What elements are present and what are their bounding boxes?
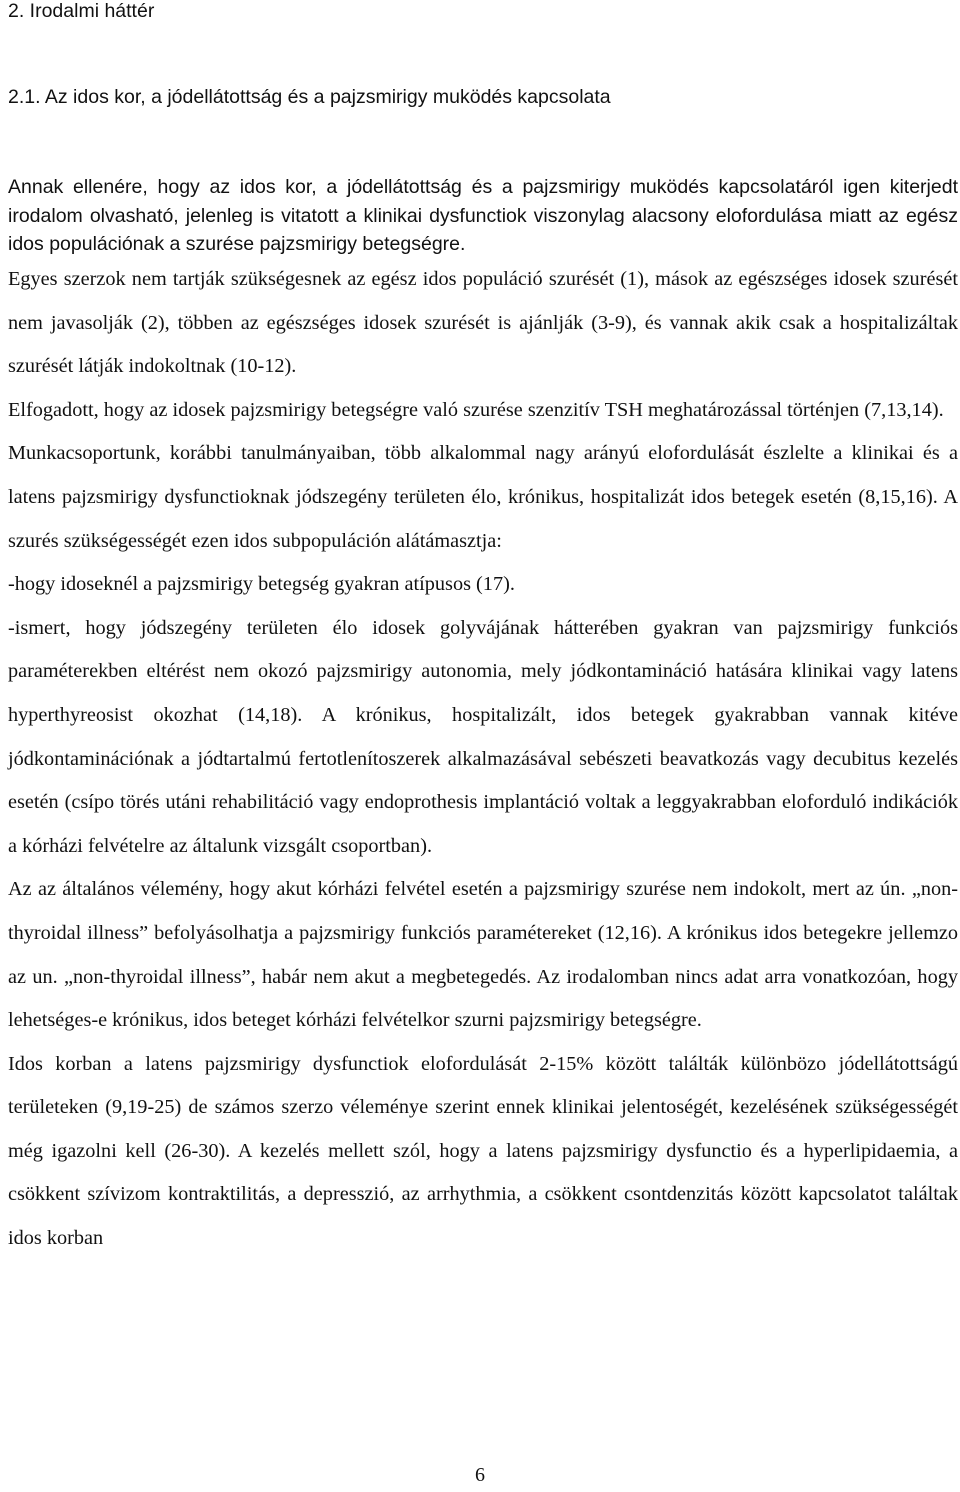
paragraph-screening-opinions: Egyes szerzok nem tartják szükségesnek az egész idos populáció szurését (1), mások az egészséges idosek szurését nem javasolják (2), többen az egészséges idosek szurését is ajánlják (3-9), és vannak akik csak a hospitalizáltak szurését látják indokoltnak (10-12).: [8, 268, 958, 378]
paragraph-atypical-disease: -hogy idoseknél a pajzsmirigy betegség gyakran atípusos (17).: [8, 573, 515, 596]
paragraph-workgroup-findings: Munkacsoportunk, korábbi tanulmányaiban, több alkalommal nagy arányú elofordulását észlelte a klinikai és a latens pajzsmirigy dysfunctioknak jódszegény területen élo, krónikus, hospitalizát idos betegek esetén (8,15,16). A szurés szükségességét ezen idos subpopuláción alátámasztja:: [8, 442, 958, 552]
body-text: [8, 258, 958, 1261]
paragraph-non-thyroidal-illness: Az az általános vélemény, hogy akut kórházi felvétel esetén a pajzsmirigy szurése nem indokolt, mert az ún. „non-thyroidal illness” befolyásolhatja a pajzsmirigy funkciós paramétereket (12,16). A krónikus idos betegekre jellemzo az un. „non-thyroidal illness”, habár nem akut a megbetegedés. Az irodalomban nincs adat arra vonatkozóan, hogy lehetséges-e krónikus, idos beteget kórházi felvételkor szurni pajzsmirigy betegségre.: [8, 878, 958, 1032]
chapter-heading: 2. Irodalmi háttér: [8, 0, 155, 22]
section-heading: 2.1. Az idos kor, a jódellátottság és a pajzsmirigy muködés kapcsolata: [8, 86, 611, 108]
paragraph-iodine-contamination: -ismert, hogy jódszegény területen élo idosek golyvájának hátterében gyakran van pajzsmirigy funkciós paraméterekben eltérést nem okozó pajzsmirigy autonomia, mely jódkontamináció hatására klinikai vagy latens hyperthyreosist okozhat (14,18). A krónikus, hospitalizált, idos betegek gyakrabban vannak kitéve jódkontaminációnak a jódtartalmú fertotlenítoszerek alkalmazásával sebészeti beavatkozás vagy decubitus kezelés esetén (csípo törés utáni rehabilitáció vagy endoprothesis implantáció voltak a leggyakrabban eloforduló indikációk a kórházi felvételre az általunk vizsgált csoportban).: [8, 616, 958, 857]
page-number: 6: [475, 1464, 485, 1486]
intro-paragraph: Annak ellenére, hogy az idos kor, a jódellátottság és a pajzsmirigy muködés kapcsolatáról igen kiterjedt irodalom olvasható, jelenleg is vitatott a klinikai dysfunctiok viszonylag alacsony elofordulása miatt az egész idos populációnak a szurése pajzsmirigy betegségre.: [8, 176, 958, 255]
paragraph-tsh-screening: Elfogadott, hogy az idosek pajzsmirigy betegségre való szurése szenzitív TSH meghatározással történjen (7,13,14).: [8, 398, 944, 421]
paragraph-latent-dysfunction: Idos korban a latens pajzsmirigy dysfunctiok elofordulását 2-15% között találták különbözo jódellátottságú területeken (9,19-25) de számos szerzo véleménye szerint ennek klinikai jelentoségét, kezelésének szükségességét még igazolni kell (26-30). A kezelés mellett szól, hogy a latens pajzsmirigy dysfunctio és a hyperlipidaemia, a csökkent szívizom kontraktilitás, a depresszió, az arrhythmia, a csökkent csontdenzitás között kapcsolatot találtak idos korban: [8, 1052, 958, 1250]
